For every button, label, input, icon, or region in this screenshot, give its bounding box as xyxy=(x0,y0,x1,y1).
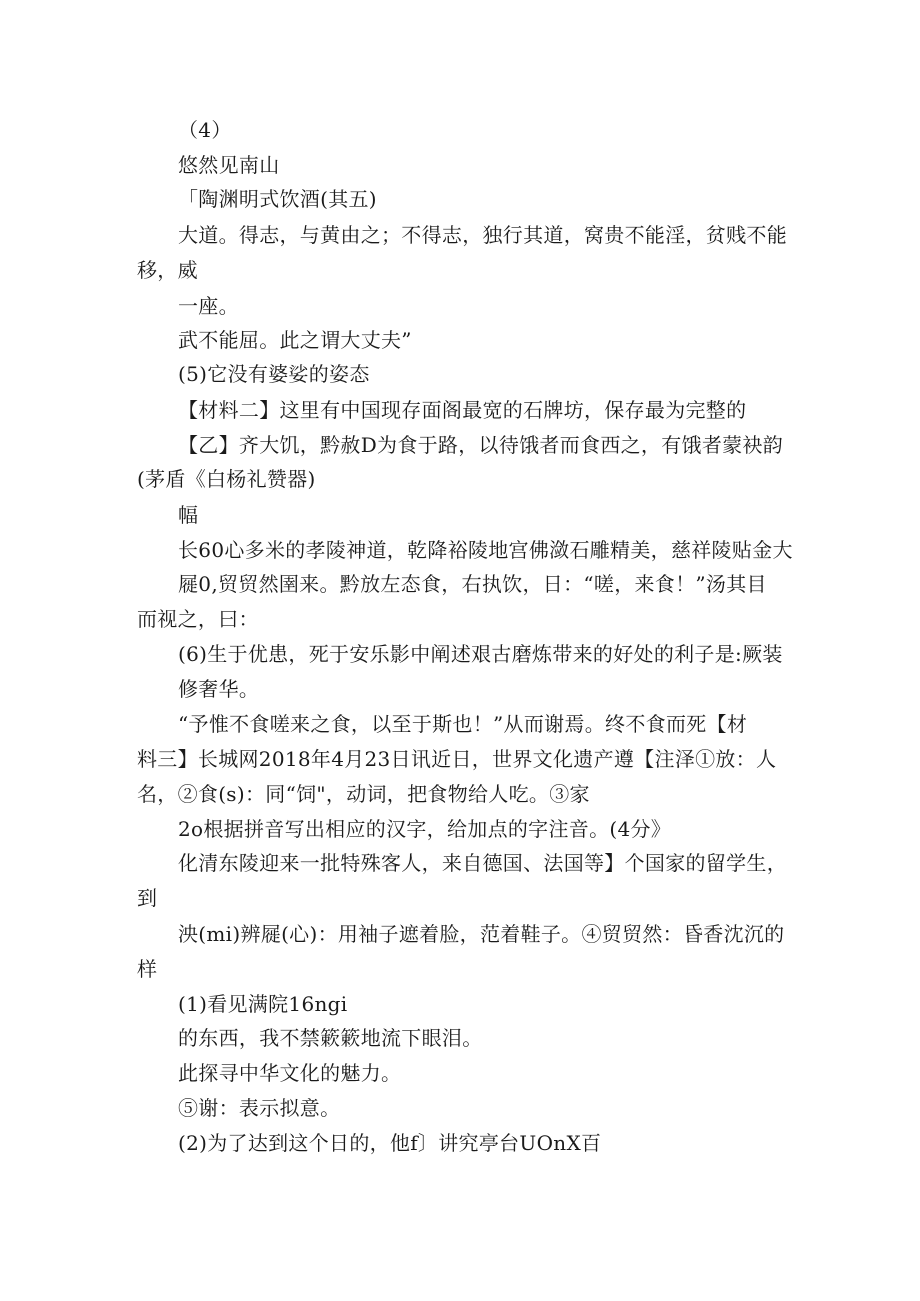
text-line: 屣0,贸贸然圉来。黔放左态食，右执饮，日：“嗟，来食！”汤其目 xyxy=(178,572,767,596)
text-line: （4） xyxy=(178,118,232,142)
text-line: 而视之，曰： xyxy=(137,607,259,631)
text-line: (2)为了达到这个日的，他f〕讲究亭台UOnX百 xyxy=(178,1131,602,1155)
text-line: 幅 xyxy=(178,503,199,527)
text-line: 长60心多米的孝陵神道，乾降裕陵地宫佛潋石雕精美，慈祥陵贴金大 xyxy=(178,538,793,562)
text-line: (1)看见满院16ngi xyxy=(178,992,348,1016)
text-line: ⑤谢：表示拟意。 xyxy=(178,1096,341,1120)
text-line: 此探寻中华文化的魅力。 xyxy=(178,1061,402,1085)
text-line: (6)生于优患，死于安乐影中阐述艰古磨炼带来的好处的利子是:厥装 xyxy=(178,642,783,666)
text-line: 【乙】齐大饥，黔赦D为食于路，以待饿者而食西之，有饿者蒙袂韵 xyxy=(178,433,784,457)
text-line: 「陶渊明式饮酒(其五) xyxy=(178,187,377,211)
text-line: 移，威 xyxy=(137,258,198,282)
text-line: 大道。得志，与黄由之；不得志，独行其道，窝贵不能淫，贫贱不能 xyxy=(178,223,787,247)
text-line: 样 xyxy=(137,957,158,981)
text-line: 到 xyxy=(137,886,158,910)
text-line: 2o根据拼音写出相应的汉字，给加点的字注音。(4分》 xyxy=(178,817,672,841)
text-line: (茅盾《白杨礼赞器) xyxy=(137,467,316,491)
text-line: 悠然见南山 xyxy=(178,153,280,177)
text-line: 一座。 xyxy=(178,294,239,318)
text-line: “予惟不食嗟来之食，以至于斯也！”从而谢焉。终不食而死【材 xyxy=(178,712,748,736)
text-line: (5)它没有婆娑的姿态 xyxy=(178,362,370,386)
text-line: 武不能屈。此之谓大丈夫” xyxy=(178,328,412,352)
text-line: 名，②食(s)：同“饲"，动词，把食物给人吃。③家 xyxy=(137,782,590,806)
text-line: 的东西，我不禁簌簌地流下眼泪。 xyxy=(178,1026,483,1050)
text-line: 修奢华。 xyxy=(178,677,260,701)
text-line: 泱(mi)辨屣(心)：用袖子遮着脸，范着鞋子。④贸贸然：昏香沈沉的 xyxy=(178,922,785,946)
text-line: 化清东陵迎来一批特殊客人，来自德国、法国等】个国家的留学生， xyxy=(178,851,787,875)
text-line: 【材料二】这里有中国现存面阁最宽的石牌坊，保存最为完整的 xyxy=(178,398,747,422)
text-line: 料三】长城网2018年4月23日讯近日，世界文化遗产遵【注泽①放：人 xyxy=(137,747,777,771)
